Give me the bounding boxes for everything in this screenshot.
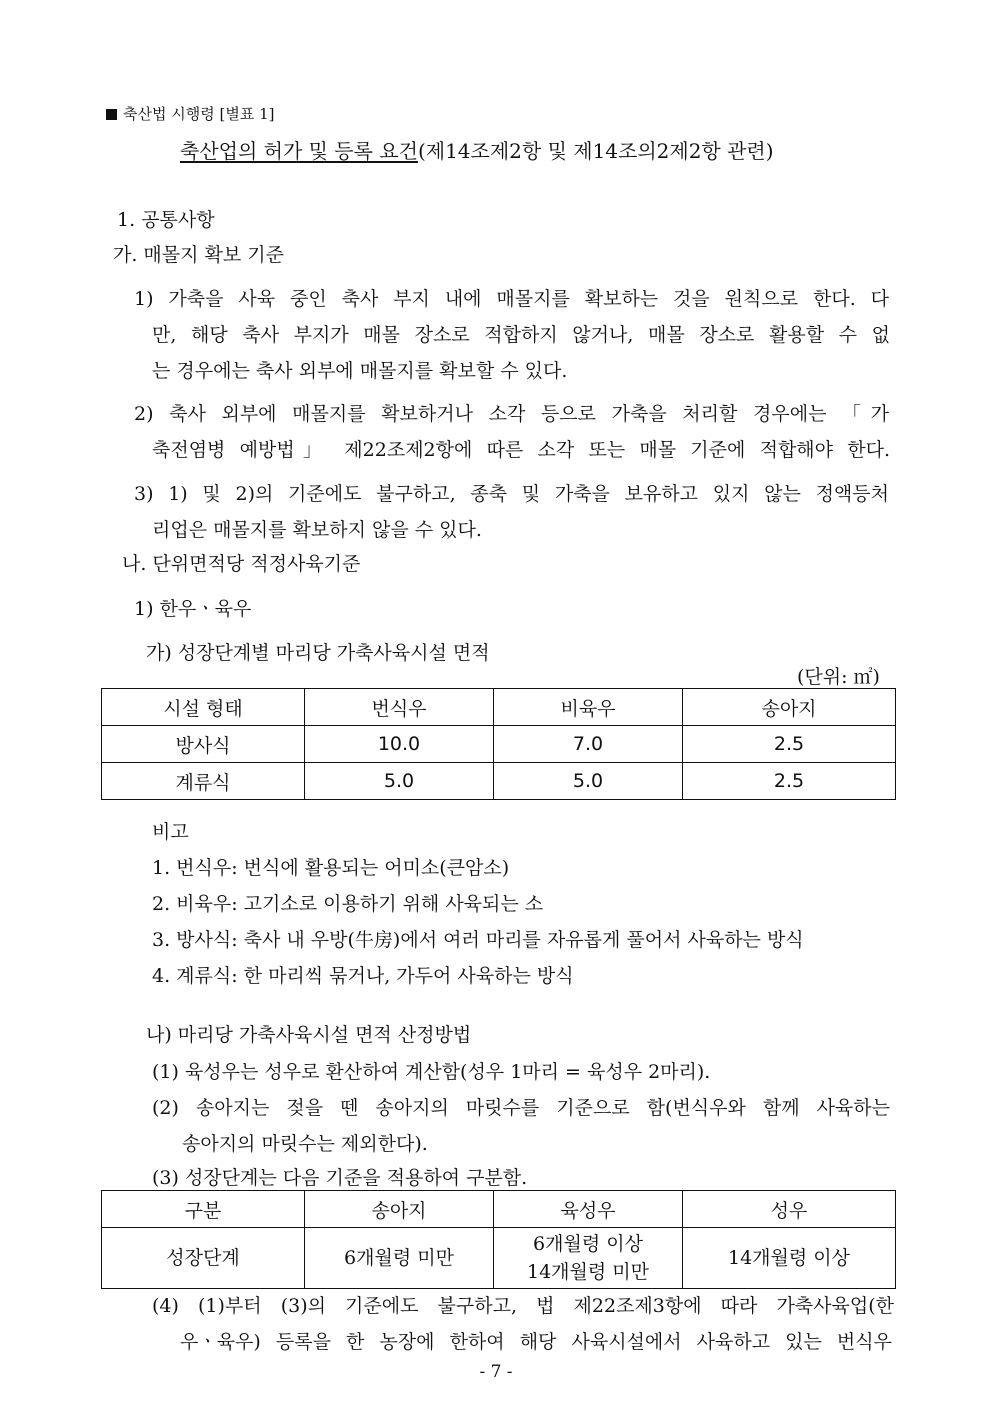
- table-cell: 2.5: [683, 763, 896, 800]
- remark-item: 3. 방사식: 축사 내 우방(牛房)에서 여러 마리를 자유롭게 풀어서 사육하는 방식: [152, 929, 804, 951]
- unit-label: (단위: ㎡): [797, 666, 880, 688]
- page-number: - 7 -: [479, 1362, 513, 1382]
- document-header: 축산법 시행령 [별표 1]: [106, 103, 274, 124]
- remark-item: 4. 계류식: 한 마리씩 묶거나, 가두어 사육하는 방식: [152, 965, 574, 987]
- title-main: 축산업의 허가 및 등록 요건: [180, 139, 418, 163]
- table-header-cell: 비육우: [494, 689, 683, 726]
- calc-item-4-line-2: 우ㆍ육우) 등록을 한 농장에 한하여 해당 사육시설에서 사육하고 있는 번식우: [180, 1331, 892, 1353]
- table-header-row: [102, 1191, 896, 1228]
- table-row: [102, 1228, 896, 1289]
- paragraph-2-line-1: 2) 축사 외부에 매몰지를 확보하거나 소각 등으로 가축을 처리할 경우에는 「가: [134, 403, 889, 425]
- growing-line-2: 14개월령 미만: [527, 1261, 649, 1283]
- table-header-cell: 송아지: [683, 689, 896, 726]
- area-table: [101, 688, 896, 800]
- table-cell: 방사식: [102, 726, 305, 763]
- table-cell: 계류식: [102, 763, 305, 800]
- paragraph-1-line-2: 만, 해당 축사 부지가 매몰 장소로 적합하지 않거나, 매몰 장소로 활용할 수 없: [152, 324, 890, 346]
- table-cell: 7.0: [494, 726, 683, 763]
- calc-item-4-line-1: (4) (1)부터 (3)의 기준에도 불구하고, 법 제22조제3항에 따라 가축사육업(한: [152, 1295, 894, 1317]
- title-sub: (제14조제2항 및 제14조의2제2항 관련): [417, 139, 774, 163]
- table-cell: 2.5: [683, 726, 896, 763]
- table-cell: [494, 1228, 683, 1289]
- table-cell: 5.0: [494, 763, 683, 800]
- subsection-hanwoo: 1) 한우ㆍ육우: [134, 598, 252, 620]
- growth-stage-table: [101, 1190, 896, 1289]
- remarks-title: 비고: [152, 821, 189, 843]
- growing-line-1: 6개월령 이상: [533, 1233, 643, 1255]
- remark-item: 1. 번식우: 번식에 활용되는 어미소(큰암소): [152, 857, 510, 879]
- table-header-cell: 송아지: [305, 1191, 494, 1228]
- square-bullet-icon: [106, 109, 117, 120]
- table-header-row: [102, 689, 896, 726]
- calc-item-2-line-1: (2) 송아지는 젖을 뗀 송아지의 마릿수를 기준으로 함(번식우와 함께 사육하는: [152, 1097, 890, 1119]
- section-ga-heading: 가. 매몰지 확보 기준: [113, 244, 284, 266]
- paragraph-1-line-1: 1) 가축을 사육 중인 축사 부지 내에 매몰지를 확보하는 것을 원칙으로 한다. 다: [134, 288, 889, 310]
- subsection-area-by-stage: 가) 성장단계별 마리당 가축사육시설 면적: [146, 642, 490, 664]
- table-header-cell: 성우: [683, 1191, 896, 1228]
- table-row: [102, 763, 896, 800]
- table-header-cell: 번식우: [305, 689, 494, 726]
- paragraph-1-line-3: 는 경우에는 축사 외부에 매몰지를 확보할 수 있다.: [152, 360, 568, 382]
- table-row: [102, 726, 896, 763]
- section-1-heading: 1. 공통사항: [117, 209, 215, 231]
- table-header-cell: 시설 형태: [102, 689, 305, 726]
- paragraph-2-line-2: 축전염병 예방법」 제22조제2항에 따른 소각 또는 매몰 기준에 적합해야 한다.: [152, 439, 890, 461]
- remark-item: 2. 비육우: 고기소로 이용하기 위해 사육되는 소: [152, 893, 544, 915]
- calc-item-2-line-2: 송아지의 마릿수는 제외한다).: [182, 1133, 428, 1155]
- table-cell: 10.0: [305, 726, 494, 763]
- table-header-cell: 육성우: [494, 1191, 683, 1228]
- calc-item-3: (3) 성장단계는 다음 기준을 적용하여 구분함.: [152, 1167, 528, 1189]
- table-cell: 성장단계: [102, 1228, 305, 1289]
- paragraph-3-line-1: 3) 1) 및 2)의 기준에도 불구하고, 종축 및 가축을 보유하고 있지 않는 정액등처: [134, 483, 889, 505]
- section-na-heading: 나. 단위면적당 적정사육기준: [122, 553, 361, 575]
- table-header-cell: 구분: [102, 1191, 305, 1228]
- table-cell: 6개월령 미만: [305, 1228, 494, 1289]
- table-cell: 5.0: [305, 763, 494, 800]
- document-title: [180, 135, 774, 164]
- subsection-calc-method: 나) 마리당 가축사육시설 면적 산정방법: [146, 1024, 472, 1046]
- table-cell: 14개월령 이상: [683, 1228, 896, 1289]
- calc-item-1: (1) 육성우는 성우로 환산하여 계산함(성우 1마리 = 육성우 2마리).: [152, 1061, 711, 1083]
- paragraph-3-line-2: 리업은 매몰지를 확보하지 않을 수 있다.: [152, 519, 482, 541]
